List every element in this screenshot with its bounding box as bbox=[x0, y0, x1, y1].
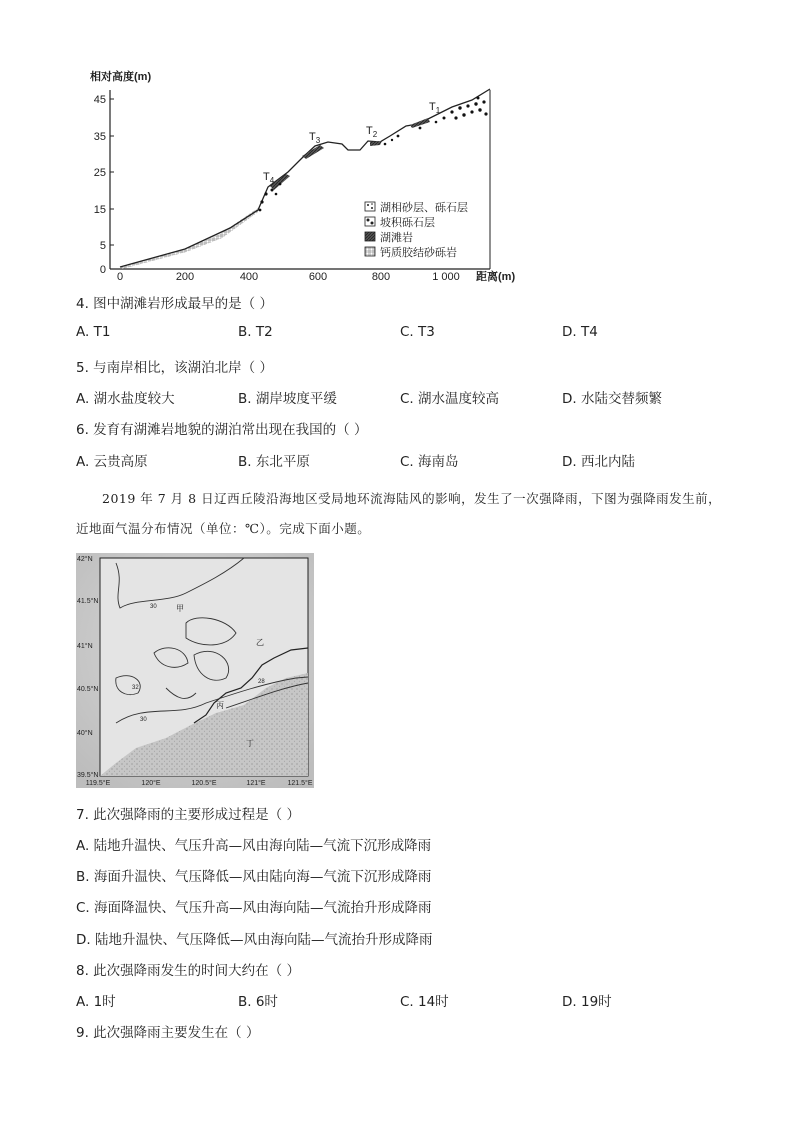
x-tick-label: 0 bbox=[116, 271, 124, 283]
lat-label: 40°N bbox=[77, 730, 93, 737]
isotherm-label: 32 bbox=[132, 685, 139, 691]
passage-text: 2019 年 7 月 8 日辽西丘陵沿海地区受局地环流海陆风的影响，发生了一次强降雨，下图为强降雨发生前，近地面气温分布情况（单位：℃）。完成下面小题。 bbox=[76, 491, 722, 536]
question-5-option-c[interactable]: C. 湖水温度较高 bbox=[400, 391, 500, 407]
y-tick-label: 0 bbox=[99, 264, 106, 276]
lon-label: 120.5°E bbox=[191, 780, 217, 787]
question-8-stem: 8. 此次强降雨发生的时间大约在（ ） bbox=[76, 963, 300, 979]
question-5-option-a[interactable]: A. 湖水盐度较大 bbox=[76, 391, 175, 407]
question-4-option-c[interactable]: C. T3 bbox=[400, 324, 435, 340]
x-tick-label: 1 000 bbox=[432, 271, 460, 283]
place-label: 甲 bbox=[176, 604, 184, 613]
isotherm-label: 30 bbox=[150, 604, 157, 610]
x-ticks bbox=[117, 271, 460, 283]
question-4-option-b[interactable]: B. T2 bbox=[238, 324, 273, 340]
lat-label: 41.5°N bbox=[77, 598, 99, 605]
question-8-option-c[interactable]: C. 14时 bbox=[400, 994, 449, 1010]
x-tick-label: 800 bbox=[371, 271, 391, 283]
lon-label: 121°E bbox=[246, 780, 266, 787]
x-tick-label: 200 bbox=[175, 271, 195, 283]
lat-label: 42°N bbox=[77, 556, 93, 563]
y-tick-label: 15 bbox=[93, 204, 106, 216]
question-8-option-d[interactable]: D. 19时 bbox=[562, 994, 612, 1010]
svg-text:T4: $T_4$ bbox=[263, 171, 275, 185]
x-axis-label: 距离(m) bbox=[476, 271, 516, 283]
lon-label: 119.5°E bbox=[85, 780, 111, 787]
question-8-option-b[interactable]: B. 6时 bbox=[238, 994, 278, 1010]
y-tick-label: 45 bbox=[93, 94, 106, 106]
place-label: 乙 bbox=[256, 638, 264, 647]
question-9-stem: 9. 此次强降雨主要发生在（ ） bbox=[76, 1025, 260, 1041]
question-4-stem: 4. 图中湖滩岩形成最早的是（ ） bbox=[76, 296, 273, 312]
question-5-stem: 5. 与南岸相比，该湖泊北岸（ ） bbox=[76, 360, 273, 376]
place-label: 丙 bbox=[216, 701, 224, 710]
question-6-option-b[interactable]: B. 东北平原 bbox=[238, 454, 310, 470]
question-6-option-a[interactable]: A. 云贵高原 bbox=[76, 454, 148, 470]
y-tick-label: 35 bbox=[93, 131, 106, 143]
y-tick-label: 25 bbox=[93, 167, 106, 179]
x-tick-label: 400 bbox=[239, 271, 259, 283]
question-7-stem: 7. 此次强降雨的主要形成过程是（ ） bbox=[76, 807, 300, 823]
y-axis-label: 相对高度(m) bbox=[90, 71, 152, 83]
question-5-option-b[interactable]: B. 湖岸坡度平缓 bbox=[238, 391, 337, 407]
terrace-labels bbox=[263, 101, 441, 185]
y-tick-label: 5 bbox=[99, 240, 106, 252]
terrain-profile bbox=[120, 89, 490, 267]
question-6-option-c[interactable]: C. 海南岛 bbox=[400, 454, 459, 470]
temperature-map bbox=[76, 553, 314, 788]
question-7-option-b[interactable]: B. 海面升温快、气压降低—风由陆向海—气流下沉形成降雨 bbox=[76, 869, 432, 885]
lake-profile-chart bbox=[80, 62, 530, 284]
lat-label: 41°N bbox=[77, 643, 93, 650]
place-label: 丁 bbox=[246, 739, 254, 748]
svg-text:T2: $T_2$ bbox=[366, 125, 378, 139]
question-7-option-c[interactable]: C. 海面降温快、气压升高—风由海向陆—气流抬升形成降雨 bbox=[76, 900, 432, 916]
question-8-option-a[interactable]: A. 1时 bbox=[76, 994, 116, 1010]
svg-text:T3: $T_3$ bbox=[309, 131, 321, 145]
svg-text:T1: $T_1$ bbox=[429, 101, 441, 115]
isotherm-label: 28 bbox=[258, 679, 265, 685]
legend-label: 坡积砾石层 bbox=[380, 217, 435, 229]
question-7-option-d[interactable]: D. 陆地升温快、气压降低—风由海向陆—气流抬升形成降雨 bbox=[76, 932, 433, 948]
question-6-stem: 6. 发育有湖滩岩地貌的湖泊常出现在我国的（ ） bbox=[76, 422, 368, 438]
lon-label: 120°E bbox=[141, 780, 161, 787]
legend-label: 湖滩岩 bbox=[380, 232, 413, 244]
x-tick-label: 600 bbox=[308, 271, 328, 283]
lon-label: 121.5°E bbox=[287, 780, 313, 787]
y-ticks bbox=[94, 94, 106, 276]
isotherm-label: 30 bbox=[140, 717, 147, 723]
question-5-option-d[interactable]: D. 水陆交替频繁 bbox=[562, 391, 662, 407]
lat-label: 39.5°N bbox=[77, 772, 99, 779]
legend-label: 湖相砂层、砾石层 bbox=[380, 202, 468, 214]
question-6-option-d[interactable]: D. 西北内陆 bbox=[562, 454, 635, 470]
question-7-option-a[interactable]: A. 陆地升温快、气压升高—风由海向陆—气流下沉形成降雨 bbox=[76, 838, 432, 854]
question-4-option-a[interactable]: A. T1 bbox=[76, 324, 111, 340]
chart-legend bbox=[365, 200, 468, 259]
lat-label: 40.5°N bbox=[77, 686, 99, 693]
legend-label: 钙质胶结砂砾岩 bbox=[380, 247, 457, 259]
question-4-option-d[interactable]: D. T4 bbox=[562, 324, 598, 340]
